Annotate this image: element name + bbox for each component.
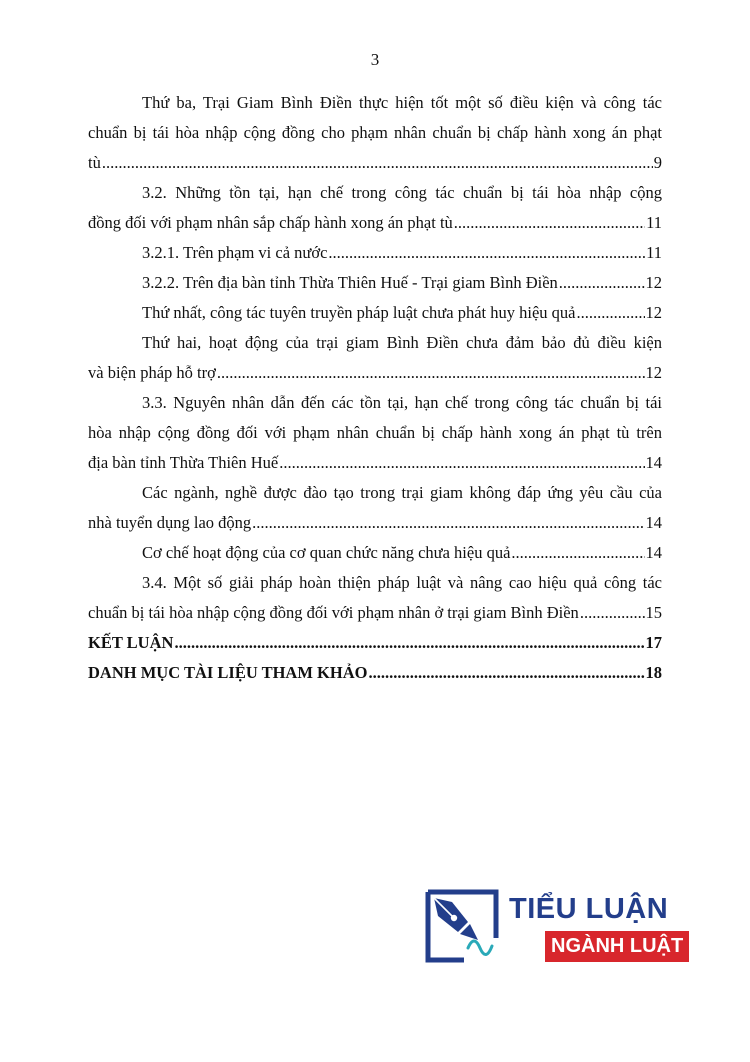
- toc-leader-dots: [454, 208, 645, 238]
- toc-entry-ket-luan[interactable]: [88, 628, 662, 658]
- toc-entry-text-line: hòa nhập cộng đồng đối với phạm nhân chuẩn bị chấp hành xong án phạt tù trên: [88, 423, 662, 442]
- logo-title: TIỂU LUẬN: [509, 893, 669, 925]
- toc-entry-3-2-2[interactable]: [88, 268, 662, 298]
- table-of-contents: [88, 88, 662, 688]
- toc-page-number: 12: [645, 273, 662, 292]
- toc-entry-text-line: 3.2.1. Trên phạm vi cả nước: [142, 243, 328, 262]
- toc-page-number: 11: [646, 213, 662, 232]
- toc-leader-dots: [328, 238, 645, 268]
- toc-entry-text-line: nhà tuyển dụng lao động: [88, 513, 252, 532]
- toc-page-number: 12: [645, 303, 662, 322]
- toc-entry-3-2[interactable]: [88, 178, 662, 238]
- toc-entry-text-line: Các ngành, nghề được đào tạo trong trại giam không đáp ứng yêu cầu của: [142, 483, 662, 502]
- toc-leader-dots: [279, 448, 644, 478]
- toc-entry-co-che[interactable]: [88, 538, 662, 568]
- toc-entry-thu-ba[interactable]: [88, 88, 662, 178]
- fountain-pen-nib-icon: [424, 888, 500, 964]
- toc-entry-3-4[interactable]: [88, 568, 662, 628]
- toc-leader-dots: [576, 298, 644, 328]
- toc-entry-text-line: tù: [88, 153, 101, 172]
- toc-leader-dots: [580, 598, 645, 628]
- toc-entry-text-line: Thứ ba, Trại Giam Bình Điền thực hiện tốt một số điều kiện và công tác: [142, 93, 662, 112]
- toc-entry-text-line: chuẩn bị tái hòa nhập cộng đồng cho phạm nhân chuẩn bị chấp hành xong án phạt: [88, 123, 662, 142]
- toc-entry-text-line: 3.3. Nguyên nhân dẫn đến các tồn tại, hạn chế trong công tác chuẩn bị tái: [142, 393, 662, 412]
- toc-entry-text-line: chuẩn bị tái hòa nhập cộng đồng đối với phạm nhân ở trại giam Bình Điền: [88, 603, 579, 622]
- toc-entry-thu-nhat[interactable]: [88, 298, 662, 328]
- toc-leader-dots: [559, 268, 645, 298]
- toc-page-number: 18: [645, 663, 662, 682]
- toc-entry-text-line: Thứ nhất, công tác tuyên truyền pháp luật chưa phát huy hiệu quả: [142, 303, 576, 322]
- toc-leader-dots: [511, 538, 644, 568]
- toc-entry-text-line: và biện pháp hỗ trợ: [88, 363, 216, 382]
- toc-entry-text-line: Cơ chế hoạt động của cơ quan chức năng chưa hiệu quả: [142, 543, 511, 562]
- toc-page-number: 12: [645, 363, 662, 382]
- toc-entry-text-line: 3.2.2. Trên địa bàn tỉnh Thừa Thiên Huế - Trại giam Bình Điền: [142, 273, 558, 292]
- toc-page-number: 9: [653, 153, 662, 172]
- page-number: 3: [370, 50, 380, 69]
- logo-subtitle: NGÀNH LUẬT: [545, 931, 689, 962]
- toc-page-number: 14: [645, 513, 662, 532]
- toc-entry-3-2-1[interactable]: [88, 238, 662, 268]
- toc-entry-cac-nganh-nghe[interactable]: [88, 478, 662, 538]
- toc-entry-text-line: Thứ hai, hoạt động của trại giam Bình Điền chưa đảm bảo đủ điều kiện: [142, 333, 662, 352]
- toc-leader-dots: [368, 658, 644, 688]
- toc-leader-dots: [217, 358, 645, 388]
- tieu-luan-nganh-luat-logo: [424, 888, 684, 968]
- toc-entry-3-3[interactable]: [88, 388, 662, 478]
- toc-page-number: 14: [645, 543, 662, 562]
- toc-leader-dots: [252, 508, 644, 538]
- toc-leader-dots: [174, 628, 644, 658]
- toc-entry-text-line: địa bàn tỉnh Thừa Thiên Huế: [88, 453, 279, 472]
- toc-page-number: 17: [645, 633, 662, 652]
- toc-page-number: 15: [645, 603, 662, 622]
- toc-entry-text-line: 3.4. Một số giải pháp hoàn thiện pháp luật và nâng cao hiệu quả công tác: [142, 573, 662, 592]
- toc-entry-thu-hai[interactable]: [88, 328, 662, 388]
- toc-entry-text-line: 3.2. Những tồn tại, hạn chế trong công tác chuẩn bị tái hòa nhập cộng: [142, 183, 662, 202]
- toc-entry-text-line: DANH MỤC TÀI LIỆU THAM KHẢO: [88, 663, 368, 682]
- toc-page-number: 14: [645, 453, 662, 472]
- toc-entry-danh-muc-tai-lieu[interactable]: [88, 658, 662, 688]
- toc-leader-dots: [102, 148, 653, 178]
- toc-entry-text-line: đồng đối với phạm nhân sắp chấp hành xong án phạt tù: [88, 213, 453, 232]
- toc-page-number: 11: [646, 243, 662, 262]
- toc-entry-text-line: KẾT LUẬN: [88, 633, 174, 652]
